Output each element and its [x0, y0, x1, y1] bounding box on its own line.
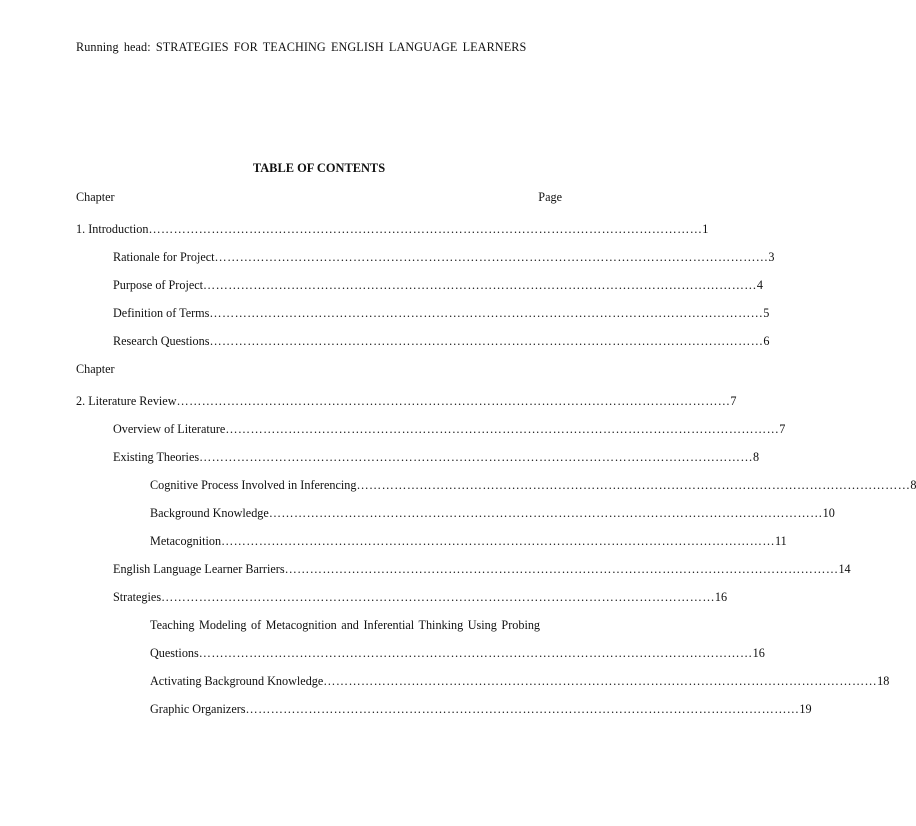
toc-title: TABLE OF CONTENTS — [252, 161, 386, 175]
toc-entry-page: 3 — [768, 250, 775, 264]
page-column-label: Page — [538, 190, 562, 204]
toc-entry[interactable] — [113, 421, 786, 437]
toc-entry-page: 8 — [910, 478, 916, 492]
toc-entry[interactable] — [150, 533, 787, 549]
toc-entry-title: Purpose of Project — [113, 278, 204, 292]
dot-leader: …………………………………………………………………………………………………………………… — [214, 250, 769, 264]
toc-entry[interactable] — [113, 305, 770, 321]
toc-entry-title: Activating Background Knowledge — [150, 674, 324, 688]
toc-entry-page: 7 — [730, 394, 737, 408]
toc-entry[interactable] — [113, 277, 763, 293]
toc-entry[interactable] — [113, 589, 728, 605]
toc-entry[interactable] — [113, 449, 760, 465]
toc-entry-page: 4 — [756, 278, 763, 292]
dot-leader: …………………………………………………………………………………………………………………… — [225, 422, 780, 436]
toc-entry-title: Cognitive Process Involved in Inferencing — [150, 478, 357, 492]
dot-leader: …………………………………………………………………………………………………………………… — [161, 590, 715, 604]
toc-entry-title: Research Questions — [113, 334, 210, 348]
dot-leader: …………………………………………………………………………………………………………………… — [323, 674, 878, 688]
dot-leader: …………………………………………………………………………………………………………………… — [245, 702, 800, 716]
toc-entry-title: 1. Introduction — [76, 222, 149, 236]
running-head: Running head: STRATEGIES FOR TEACHING ENGLISH LANGUAGE LEARNERS — [76, 40, 527, 54]
dot-leader: …………………………………………………………………………………………………………………… — [209, 334, 764, 348]
toc-entry-title: 2. Literature Review — [76, 394, 177, 408]
toc-entry-page: 8 — [752, 450, 760, 464]
toc-entry-title: Questions — [150, 646, 199, 660]
toc-entry-page: 10 — [822, 506, 835, 520]
dot-leader: …………………………………………………………………………………………………………………… — [198, 646, 753, 660]
toc-entry-title: Existing Theories — [113, 450, 200, 464]
toc-entry-page: 18 — [877, 674, 890, 688]
chapter-column-label: Chapter — [76, 190, 115, 204]
toc-entry-title: Definition of Terms — [113, 306, 210, 320]
toc-entry-title-wrapped[interactable]: Teaching Modeling of Metacognition and Inferential Thinking Using Probing — [150, 618, 541, 632]
toc-entry-page: 19 — [799, 702, 812, 716]
toc-entry-title: Background Knowledge — [150, 506, 269, 520]
dot-leader: …………………………………………………………………………………………………………………… — [356, 478, 911, 492]
toc-entry[interactable] — [113, 249, 775, 265]
toc-entry-page: 16 — [714, 590, 728, 604]
toc-entry-page: 16 — [752, 646, 765, 660]
dot-leader: …………………………………………………………………………………………………………………… — [203, 278, 757, 292]
toc-entry-page: 5 — [763, 306, 770, 320]
toc-entry-page: 6 — [763, 334, 770, 348]
chapter-label-2: Chapter — [76, 362, 115, 376]
dot-leader: …………………………………………………………………………………………………………………… — [268, 506, 823, 520]
dot-leader: …………………………………………………………………………………………………………………… — [176, 394, 731, 408]
toc-entry[interactable] — [76, 221, 709, 237]
toc-entry[interactable] — [150, 477, 916, 493]
toc-entry-page: 7 — [779, 422, 786, 436]
toc-entry[interactable] — [150, 673, 890, 689]
toc-entry-title: Strategies — [113, 590, 162, 604]
toc-entry-title: Rationale for Project — [113, 250, 215, 264]
toc-entry[interactable] — [150, 505, 835, 521]
toc-entry[interactable] — [150, 645, 765, 661]
toc-entry[interactable] — [150, 701, 812, 717]
dot-leader: …………………………………………………………………………………………………………………… — [209, 306, 764, 320]
dot-leader: …………………………………………………………………………………………………………………… — [148, 222, 703, 236]
dot-leader: …………………………………………………………………………………………………………………… — [199, 450, 753, 464]
toc-entry[interactable] — [76, 393, 737, 409]
toc-entry-title: Metacognition — [150, 534, 222, 548]
toc-entry-page: 1 — [702, 222, 709, 236]
toc-entry[interactable] — [113, 333, 770, 349]
toc-entry-title: Graphic Organizers — [150, 702, 246, 716]
toc-entry-page: 11 — [774, 534, 787, 548]
dot-leader: …………………………………………………………………………………………………………………… — [221, 534, 775, 548]
toc-entry-page: 14 — [838, 562, 851, 576]
toc-entry-title: English Language Learner Barriers — [113, 562, 285, 576]
toc-entry[interactable] — [113, 561, 851, 577]
dot-leader: …………………………………………………………………………………………………………………… — [284, 562, 839, 576]
toc-entry-title: Overview of Literature — [113, 422, 226, 436]
